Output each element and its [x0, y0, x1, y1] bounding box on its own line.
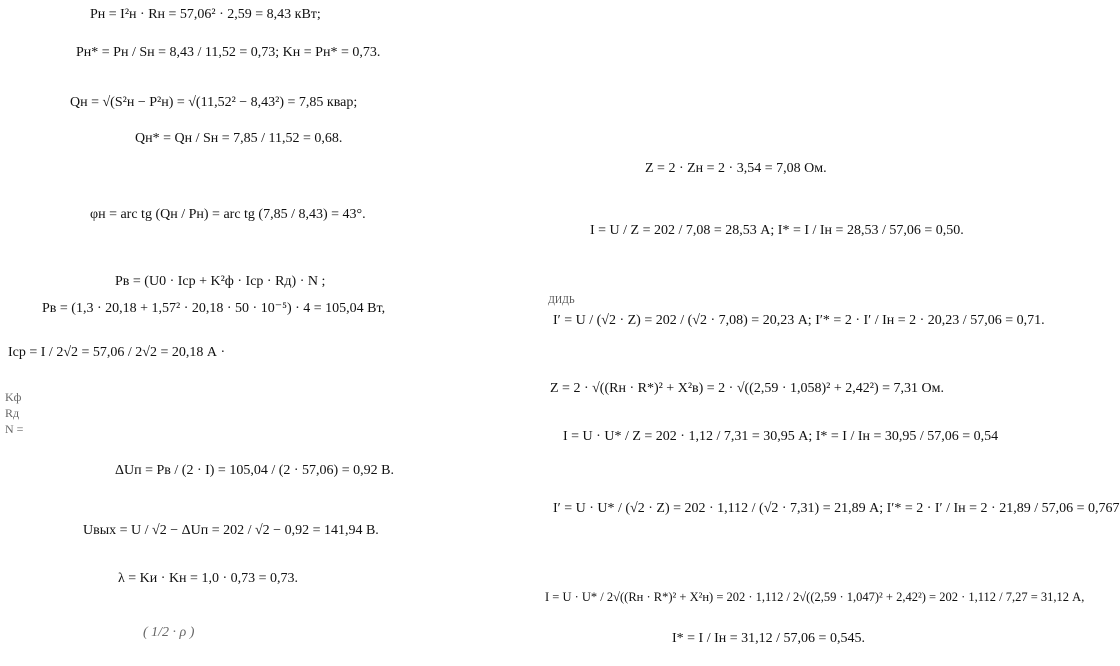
- eq-average-current: Iср = I / 2√2 = 57,06 / 2√2 = 20,18 А ·: [8, 345, 226, 360]
- eq-phase-angle: φн = arc tg (Qн / Pн) = arc tg (7,85 / 8,43) = 43°.: [90, 207, 366, 222]
- legend-n: N =: [5, 422, 24, 436]
- eq-impedance-2: Z = 2 · √((Rн · R*)² + X²в) = 2 · √((2,59 · 1,058)² + 2,42²) = 7,31 Ом.: [550, 381, 944, 396]
- eq-power-load: Pн = I²н · Rн = 57,06² · 2,59 = 8,43 кВт;: [90, 7, 321, 22]
- eq-power-factor: λ = Kи · Kн = 1,0 · 0,73 = 0,73.: [118, 571, 299, 586]
- eq-reactive-relative: Qн* = Qн / Sн = 7,85 / 11,52 = 0,68.: [135, 131, 343, 146]
- eq-output-voltage: Uвых = U / √2 − ΔUп = 202 / √2 − 0,92 = 141,94 В.: [83, 523, 379, 538]
- eq-current-prime-1: I′ = U / (√2 · Z) = 202 / (√2 · 7,08) = 20,23 А; I′* = 2 · I′ / Iн = 2 · 20,23 / 57,06 = 0,71.: [553, 313, 1045, 328]
- eq-voltage-drop: ΔUп = Pв / (2 · I) = 105,04 / (2 · 57,06) = 0,92 В.: [115, 463, 394, 478]
- eq-valve-power-value: Pв = (1,3 · 20,18 + 1,57² · 20,18 · 50 · 10⁻⁵) · 4 = 105,04 Вт,: [42, 301, 386, 316]
- eq-power-relative: Pн* = Pн / Sн = 8,43 / 11,52 = 0,73; Kн = Pн* = 0,73.: [76, 45, 381, 60]
- eq-reactive-power: Qн = √(S²н − P²н) = √(11,52² − 8,43²) = 7,85 квар;: [70, 95, 358, 110]
- eq-valve-power-formula: Pв = (U0 · Iср + K²ф · Iср · Rд) · N ;: [115, 274, 326, 289]
- scan-fragment: ДИДЬ: [548, 295, 575, 306]
- eq-current-prime-2: I′ = U · U* / (√2 · Z) = 202 · 1,112 / (√2 · 7,31) = 21,89 А; I′* = 2 · I′ / Iн = 2 · 21,89 / 57,06 = 0,767: [553, 501, 1120, 516]
- legend-r-d: Rд: [5, 406, 20, 420]
- handwritten-note: ( 1/2 · ρ ): [143, 625, 195, 640]
- eq-impedance: Z = 2 · Zн = 2 · 3,54 = 7,08 Ом.: [645, 161, 827, 176]
- eq-current-relative-3: I* = I / Iн = 31,12 / 57,06 = 0,545.: [672, 631, 865, 646]
- eq-current-1: I = U / Z = 202 / 7,08 = 28,53 А; I* = I / Iн = 28,53 / 57,06 = 0,50.: [590, 223, 964, 238]
- eq-current-2: I = U · U* / Z = 202 · 1,12 / 7,31 = 30,95 А; I* = I / Iн = 30,95 / 57,06 = 0,54: [563, 429, 999, 444]
- legend-k-form: Kф: [5, 390, 22, 404]
- eq-current-3: I = U · U* / 2√((Rн · R*)² + X²н) = 202 · 1,112 / 2√((2,59 · 1,047)² + 2,42²) = 202 · 1,112 / 7,27 = 31,12 А,: [545, 590, 1085, 604]
